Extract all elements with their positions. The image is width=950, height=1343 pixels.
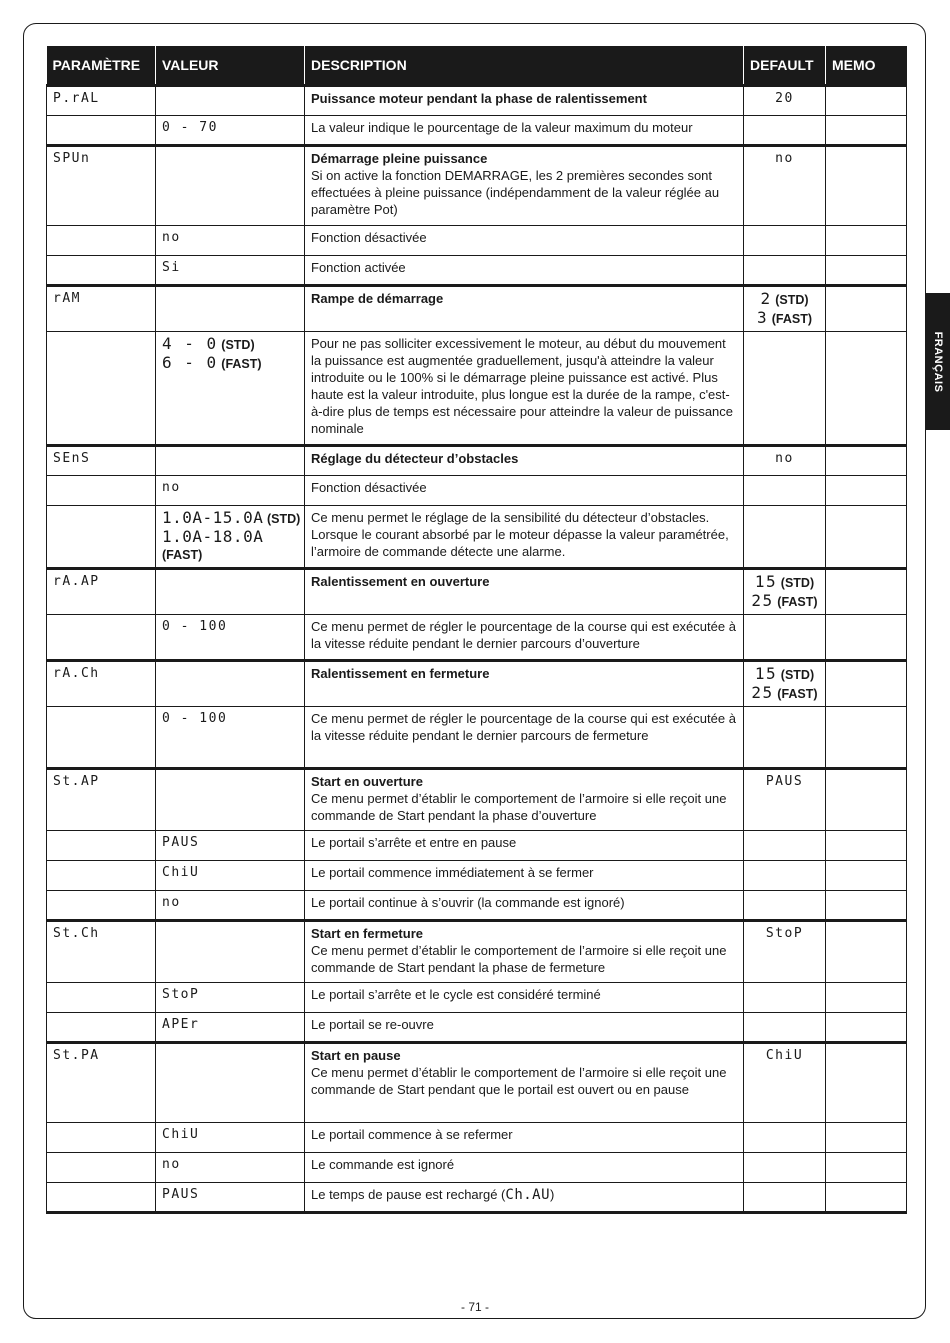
value-option: 0 - 100 [156, 615, 305, 661]
param-code: rAM [47, 286, 156, 332]
param-code [47, 1123, 156, 1153]
value-cell [156, 569, 305, 615]
table-row [47, 256, 907, 286]
param-title: Réglage du détecteur d’obstacles [311, 451, 519, 466]
default-value: PAUS [744, 769, 826, 831]
default-fast: 3 [756, 308, 769, 327]
header-description: DESCRIPTION [305, 46, 744, 86]
param-title: Ralentissement en ouverture [311, 574, 490, 589]
memo-cell [826, 1043, 907, 1123]
default-value [744, 707, 826, 769]
value-std: 4 - 0 [162, 334, 218, 353]
header-memo: MEMO [826, 46, 907, 86]
param-code [47, 891, 156, 921]
value-description [305, 1183, 744, 1213]
param-code [47, 476, 156, 506]
value-description: Ce menu permet de régler le pourcentage de la course qui est exécutée à la vitesse réduite pendant le dernier parcours de fermeture [305, 707, 744, 769]
param-code [47, 983, 156, 1013]
param-code [47, 615, 156, 661]
description-cell [305, 661, 744, 707]
param-code: rA.AP [47, 569, 156, 615]
std-tag: (STD) [266, 512, 301, 526]
memo-cell [826, 506, 907, 569]
desc-suffix: ) [550, 1187, 555, 1202]
memo-cell [826, 661, 907, 707]
default-value [744, 116, 826, 146]
default-value [744, 861, 826, 891]
memo-cell [826, 769, 907, 831]
default-value [744, 1153, 826, 1183]
value-option: StoP [156, 983, 305, 1013]
default-value [744, 983, 826, 1013]
value-description: Le portail commence immédiatement à se fermer [305, 861, 744, 891]
table-row [47, 476, 907, 506]
value-std: 1.0A-15.0A [162, 508, 264, 527]
param-code [47, 332, 156, 446]
default-std: 2 [760, 289, 772, 308]
value-description: Le portail s’arrête et entre en pause [305, 831, 744, 861]
param-title: Puissance moteur pendant la phase de ralentissement [311, 91, 647, 106]
value-option [156, 332, 305, 446]
default-value: 20 [744, 86, 826, 116]
default-value [744, 615, 826, 661]
fast-tag: (FAST) [771, 312, 813, 326]
std-tag: (STD) [775, 293, 809, 307]
default-value [744, 661, 826, 707]
memo-cell [826, 1183, 907, 1213]
memo-cell [826, 615, 907, 661]
default-value [744, 256, 826, 286]
table-row [47, 569, 907, 615]
std-tag: (STD) [780, 668, 815, 682]
value-cell [156, 921, 305, 983]
param-title: Start en fermeture [311, 926, 423, 941]
value-description: Fonction désactivée [305, 476, 744, 506]
param-code [47, 831, 156, 861]
param-code [47, 861, 156, 891]
value-fast: 1.0A-18.0A [162, 527, 264, 546]
value-option [156, 506, 305, 569]
value-cell [156, 86, 305, 116]
value-cell [156, 146, 305, 226]
default-value [744, 226, 826, 256]
table-row [47, 1183, 907, 1213]
default-fast: 25 [751, 683, 774, 702]
table-row [47, 891, 907, 921]
table-row [47, 707, 907, 769]
param-code [47, 1153, 156, 1183]
param-code [47, 707, 156, 769]
param-code [47, 1013, 156, 1043]
memo-cell [826, 569, 907, 615]
value-description: Le commande est ignoré [305, 1153, 744, 1183]
param-code [47, 226, 156, 256]
param-code [47, 1183, 156, 1213]
default-value [744, 476, 826, 506]
header-default: DEFAULT [744, 46, 826, 86]
table-row [47, 86, 907, 116]
param-code: SEnS [47, 446, 156, 476]
description-cell [305, 286, 744, 332]
value-description: Fonction désactivée [305, 226, 744, 256]
description-cell [305, 569, 744, 615]
description-cell [305, 86, 744, 116]
memo-cell [826, 86, 907, 116]
memo-cell [826, 861, 907, 891]
std-tag: (STD) [221, 338, 255, 352]
table-row [47, 831, 907, 861]
value-description: Le portail se re-ouvre [305, 1013, 744, 1043]
table-row [47, 286, 907, 332]
value-option: PAUS [156, 831, 305, 861]
default-value [744, 569, 826, 615]
memo-cell [826, 116, 907, 146]
value-description: Pour ne pas solliciter excessivement le moteur, au début du mouvement la puissance est augmentée graduellement, jusqu'à atteindre la valeur introduite ou le 100% si le démarrage pleine puissance est activé. Plus haute est la valeur introduite, plus longue est la durée de la rampe, c'est-à-dire plus de temps est nécessaire pour atteindre la valeur de puissance nominale [305, 332, 744, 446]
value-option: no [156, 1153, 305, 1183]
memo-cell [826, 921, 907, 983]
value-cell [156, 286, 305, 332]
value-fast: 6 - 0 [162, 353, 218, 372]
table-header-row [47, 46, 907, 86]
fast-tag: (FAST) [221, 357, 262, 371]
value-description: Ce menu permet le réglage de la sensibilité du détecteur d’obstacles. Lorsque le courant absorbé par le moteur dépasse la valeur paramétrée, l’armoire de commande détecte une alarme. [305, 506, 744, 569]
param-code: St.PA [47, 1043, 156, 1123]
default-std: 15 [754, 664, 778, 683]
param-title: Start en pause [311, 1048, 401, 1063]
param-code: St.Ch [47, 921, 156, 983]
default-value: no [744, 446, 826, 476]
value-option: PAUS [156, 1183, 305, 1213]
param-code: P.rAL [47, 86, 156, 116]
param-text: Ce menu permet d’établir le comportement de l’armoire si elle reçoit une commande de Start pendant la phase de fermeture [311, 943, 727, 975]
value-option: 0 - 70 [156, 116, 305, 146]
param-title: Ralentissement en fermeture [311, 666, 490, 681]
value-option: 0 - 100 [156, 707, 305, 769]
value-cell [156, 769, 305, 831]
default-value [744, 891, 826, 921]
table-row [47, 116, 907, 146]
memo-cell [826, 983, 907, 1013]
language-tab [926, 293, 950, 430]
memo-cell [826, 1153, 907, 1183]
description-cell [305, 769, 744, 831]
memo-cell [826, 286, 907, 332]
value-description: Ce menu permet de régler le pourcentage de la course qui est exécutée à la vitesse réduite pendant le dernier parcours d’ouverture [305, 615, 744, 661]
default-value: ChiU [744, 1043, 826, 1123]
language-tab-label: FRANÇAIS [932, 331, 944, 392]
param-code: SPUn [47, 146, 156, 226]
default-value [744, 332, 826, 446]
param-text: Ce menu permet d’établir le comportement de l’armoire si elle reçoit une commande de Start pendant la phase d’ouverture [311, 791, 727, 823]
table-row [47, 769, 907, 831]
value-cell [156, 1043, 305, 1123]
param-code: rA.Ch [47, 661, 156, 707]
param-text: Ce menu permet d’établir le comportement de l’armoire si elle reçoit une commande de Start pendant que le portail est ouvert ou en pause [311, 1065, 727, 1097]
default-value [744, 286, 826, 332]
value-option: APEr [156, 1013, 305, 1043]
header-value: VALEUR [156, 46, 305, 86]
std-tag: (STD) [780, 576, 815, 590]
table-row [47, 446, 907, 476]
table-row [47, 332, 907, 446]
default-value [744, 1183, 826, 1213]
value-option: no [156, 226, 305, 256]
fast-tag: (FAST) [777, 595, 818, 609]
param-title: Rampe de démarrage [311, 291, 444, 306]
param-title: Start en ouverture [311, 774, 423, 789]
value-cell [156, 446, 305, 476]
param-code-inline: Ch.AU [505, 1187, 551, 1203]
value-option: no [156, 476, 305, 506]
value-option: Si [156, 256, 305, 286]
desc-prefix: Le temps de pause est rechargé ( [311, 1187, 506, 1202]
memo-cell [826, 332, 907, 446]
default-value: StoP [744, 921, 826, 983]
description-cell [305, 146, 744, 226]
value-description: Fonction activée [305, 256, 744, 286]
memo-cell [826, 146, 907, 226]
memo-cell [826, 476, 907, 506]
value-description: Le portail continue à s’ouvrir (la commande est ignoré) [305, 891, 744, 921]
description-cell [305, 1043, 744, 1123]
value-description: La valeur indique le pourcentage de la valeur maximum du moteur [305, 116, 744, 146]
param-code [47, 256, 156, 286]
default-value: no [744, 146, 826, 226]
page-number: - 71 - [460, 1300, 489, 1314]
table-row [47, 226, 907, 256]
table-row [47, 506, 907, 569]
value-description: Le portail commence à se refermer [305, 1123, 744, 1153]
memo-cell [826, 226, 907, 256]
memo-cell [826, 446, 907, 476]
description-cell [305, 446, 744, 476]
table-row [47, 1123, 907, 1153]
default-value [744, 506, 826, 569]
memo-cell [826, 707, 907, 769]
fast-tag: (FAST) [777, 687, 818, 701]
memo-cell [826, 831, 907, 861]
memo-cell [826, 256, 907, 286]
table-row [47, 1013, 907, 1043]
param-title: Démarrage pleine puissance [311, 151, 488, 166]
table-row [47, 861, 907, 891]
value-description: Le portail s’arrête et le cycle est considéré terminé [305, 983, 744, 1013]
value-option: ChiU [156, 1123, 305, 1153]
default-std: 15 [754, 572, 778, 591]
header-param: PARAMÈTRE [47, 46, 156, 86]
memo-cell [826, 1123, 907, 1153]
memo-cell [826, 891, 907, 921]
table-row [47, 983, 907, 1013]
default-value [744, 1123, 826, 1153]
param-code [47, 506, 156, 569]
table-row [47, 661, 907, 707]
table-row [47, 146, 907, 226]
memo-cell [826, 1013, 907, 1043]
value-option: no [156, 891, 305, 921]
description-cell [305, 921, 744, 983]
table-row [47, 1153, 907, 1183]
value-option: ChiU [156, 861, 305, 891]
default-value [744, 831, 826, 861]
default-fast: 25 [751, 591, 774, 610]
table-row [47, 615, 907, 661]
table-row [47, 1043, 907, 1123]
parameter-table [46, 46, 907, 1214]
fast-tag: (FAST) [162, 548, 203, 562]
param-text: Si on active la fonction DEMARRAGE, les 2 premières secondes sont effectuées à pleine puissance (indépendamment de la valeur réglée au paramètre Pot) [311, 168, 720, 217]
default-value [744, 1013, 826, 1043]
param-code [47, 116, 156, 146]
table-row [47, 921, 907, 983]
param-code: St.AP [47, 769, 156, 831]
value-cell [156, 661, 305, 707]
